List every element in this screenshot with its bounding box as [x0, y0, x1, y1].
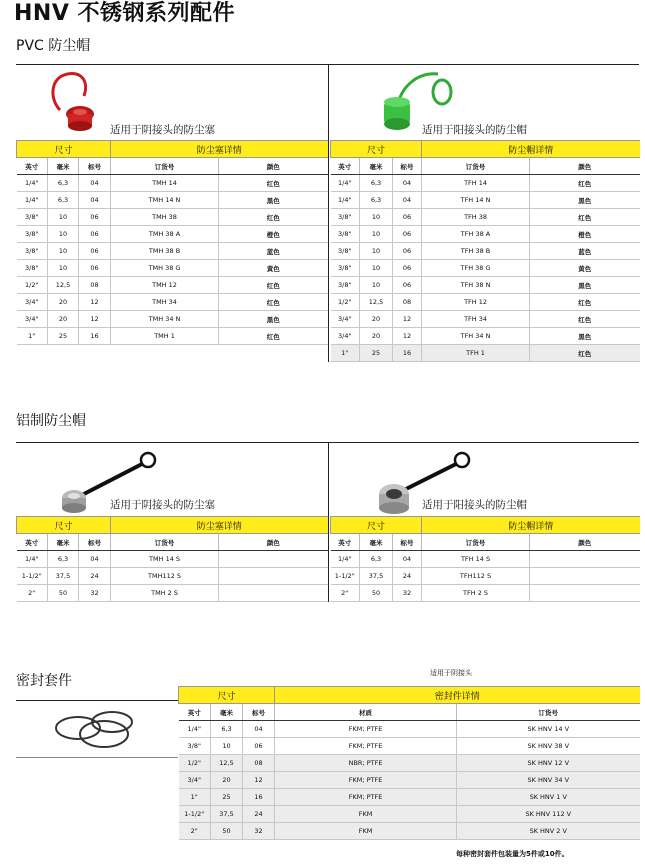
table-cell: TMH 34 N	[111, 311, 219, 328]
column-header: 标号	[243, 704, 275, 721]
table-cell: TMH 1	[111, 328, 219, 345]
table-row	[331, 568, 640, 585]
table-cell: 24	[393, 568, 422, 585]
column-header: 英寸	[17, 158, 48, 175]
table-cell: 1/2"	[331, 294, 360, 311]
red-dust-plug-image	[46, 70, 106, 134]
table-cell: 红色	[530, 345, 640, 362]
table-cell: 08	[243, 755, 275, 772]
table-cell: 黄色	[219, 260, 328, 277]
table-cell: 04	[393, 175, 422, 192]
table-row	[17, 585, 328, 602]
table-cell: 6,3	[360, 192, 393, 209]
table-cell: 3/8"	[17, 209, 48, 226]
table-cell: 6,3	[211, 721, 243, 738]
table-cell: 红色	[530, 294, 640, 311]
table-cell: 20	[211, 772, 243, 789]
table-cell: TFH 34 N	[422, 328, 530, 345]
table-cell: 37,5	[360, 568, 393, 585]
column-header: 订货号	[111, 158, 219, 175]
table-cell: 3/8"	[331, 209, 360, 226]
table-cell: 10	[48, 226, 79, 243]
table-cell: 32	[243, 823, 275, 840]
table-cell: 24	[79, 568, 111, 585]
table-cell: TFH112 S	[422, 568, 530, 585]
table-cell: FKM	[275, 823, 457, 840]
table-cell: SK HNV 34 V	[457, 772, 640, 789]
table-cell: TFH 38 G	[422, 260, 530, 277]
table-cell: TMH 12	[111, 277, 219, 294]
table-row	[179, 789, 640, 806]
column-header-row	[17, 158, 328, 175]
table-cell: TMH 38 A	[111, 226, 219, 243]
column-header: 材质	[275, 704, 457, 721]
group-header-detail: 防尘塞详情	[111, 141, 328, 158]
table-cell: 红色	[219, 294, 328, 311]
seal-applies-to: 适用于阴接头	[430, 669, 472, 677]
table-cell: 04	[243, 721, 275, 738]
table-cell: 1"	[331, 345, 360, 362]
seal-kit-table	[178, 686, 640, 840]
table-row	[331, 175, 640, 192]
table-cell: TFH 12	[422, 294, 530, 311]
column-header: 毫米	[48, 158, 79, 175]
pvc-right-table	[330, 140, 640, 362]
column-header: 标号	[79, 158, 111, 175]
group-header-row	[17, 517, 328, 534]
table-cell: SK HNV 14 V	[457, 721, 640, 738]
column-header: 毫米	[48, 534, 79, 551]
group-header-detail: 防尘帽详情	[422, 141, 640, 158]
table-cell: 1/4"	[179, 721, 211, 738]
table-cell: 12,5	[211, 755, 243, 772]
table-cell: 3/8"	[331, 243, 360, 260]
table-cell: FKM; PTFE	[275, 789, 457, 806]
table-cell: FKM	[275, 806, 457, 823]
column-header: 订货号	[457, 704, 640, 721]
group-header-row	[331, 517, 640, 534]
table-cell: 12	[393, 328, 422, 345]
column-header: 颜色	[219, 534, 328, 551]
table-row	[331, 294, 640, 311]
section-heading-aluminum: 铝制防尘帽	[16, 413, 86, 429]
group-header-detail: 防尘塞详情	[111, 517, 328, 534]
table-row	[17, 294, 328, 311]
table-cell: 25	[360, 345, 393, 362]
table-cell: 黑色	[530, 328, 640, 345]
seal-footnote: 每种密封套件包装量为5件或10件。	[456, 850, 569, 858]
table-cell: 红色	[530, 209, 640, 226]
column-header: 毫米	[360, 534, 393, 551]
table-cell: 3/8"	[179, 738, 211, 755]
table-row	[17, 192, 328, 209]
column-header: 颜色	[219, 158, 328, 175]
table-cell: 1/4"	[17, 551, 48, 568]
table-row	[17, 175, 328, 192]
table-cell: SK HNV 1 V	[457, 789, 640, 806]
table-cell: FKM; PTFE	[275, 772, 457, 789]
table-cell: 黑色	[219, 311, 328, 328]
table-row	[331, 551, 640, 568]
table-cell: 37,5	[211, 806, 243, 823]
table-cell: 10	[360, 226, 393, 243]
table-cell: SK HNV 112 V	[457, 806, 640, 823]
group-header-size: 尺寸	[17, 517, 111, 534]
table-cell: TMH 38	[111, 209, 219, 226]
table-cell: 3/4"	[331, 328, 360, 345]
table-cell: 1/2"	[179, 755, 211, 772]
table-cell: 1/4"	[17, 192, 48, 209]
table-cell: 12	[79, 294, 111, 311]
table-row	[331, 345, 640, 362]
seal-rings-image	[52, 706, 138, 754]
table-cell: 3/4"	[179, 772, 211, 789]
table-cell: 蓝色	[530, 243, 640, 260]
table-cell	[530, 568, 640, 585]
column-header-row	[331, 534, 640, 551]
table-cell: 橙色	[219, 226, 328, 243]
table-cell: 红色	[219, 175, 328, 192]
table-cell: 06	[393, 209, 422, 226]
table-cell: 06	[79, 226, 111, 243]
table-cell: 红色	[219, 277, 328, 294]
table-cell: 50	[48, 585, 79, 602]
table-cell: 04	[79, 192, 111, 209]
table-cell: 16	[79, 328, 111, 345]
table-cell: 24	[243, 806, 275, 823]
table-cell: TMH 14 S	[111, 551, 219, 568]
column-header: 英寸	[17, 534, 48, 551]
column-header: 标号	[393, 534, 422, 551]
column-header: 英寸	[331, 534, 360, 551]
table-cell: 1/4"	[17, 175, 48, 192]
column-header: 订货号	[422, 534, 530, 551]
table-cell: 1/4"	[331, 175, 360, 192]
table-cell: 25	[48, 328, 79, 345]
table-cell: 06	[79, 260, 111, 277]
table-cell: 37,5	[48, 568, 79, 585]
table-row	[331, 311, 640, 328]
group-header-row	[331, 141, 640, 158]
column-header: 英寸	[179, 704, 211, 721]
table-row	[17, 209, 328, 226]
table-row	[17, 328, 328, 345]
table-row	[179, 772, 640, 789]
group-header-size: 尺寸	[331, 517, 422, 534]
table-row	[179, 721, 640, 738]
table-cell: 1"	[17, 328, 48, 345]
table-cell: TMH 14 N	[111, 192, 219, 209]
table-cell: 3/4"	[17, 311, 48, 328]
table-cell: 10	[360, 260, 393, 277]
table-row	[331, 209, 640, 226]
table-cell: 16	[393, 345, 422, 362]
table-cell: 黑色	[530, 192, 640, 209]
table-cell: 红色	[530, 175, 640, 192]
table-cell	[219, 585, 328, 602]
table-cell: 04	[393, 192, 422, 209]
table-row	[331, 328, 640, 345]
alu-right-table	[330, 516, 640, 602]
table-cell: 1/4"	[331, 551, 360, 568]
table-cell: 06	[393, 226, 422, 243]
table-row	[331, 192, 640, 209]
table-cell: 32	[79, 585, 111, 602]
table-cell: 3/8"	[331, 277, 360, 294]
table-cell: 红色	[530, 311, 640, 328]
table-cell: 10	[360, 209, 393, 226]
table-cell: TFH 14 N	[422, 192, 530, 209]
table-row	[331, 277, 640, 294]
table-cell: 3/8"	[17, 226, 48, 243]
table-cell: 6,3	[48, 192, 79, 209]
section-heading-pvc: PVC 防尘帽	[16, 38, 91, 54]
table-cell: 06	[79, 243, 111, 260]
table-cell: TMH 38 G	[111, 260, 219, 277]
table-row	[17, 277, 328, 294]
column-header: 毫米	[211, 704, 243, 721]
table-cell: 04	[393, 551, 422, 568]
table-cell: 1-1/2"	[331, 568, 360, 585]
table-cell	[530, 585, 640, 602]
column-header: 订货号	[422, 158, 530, 175]
table-row	[17, 568, 328, 585]
group-header-detail: 密封件详情	[275, 687, 640, 704]
table-row	[179, 755, 640, 772]
table-cell: 黑色	[219, 192, 328, 209]
table-cell: TMH 34	[111, 294, 219, 311]
table-cell: SK HNV 38 V	[457, 738, 640, 755]
page-title: HNV 不锈钢系列配件	[14, 1, 236, 26]
table-cell: 6,3	[360, 551, 393, 568]
group-header-size: 尺寸	[331, 141, 422, 158]
group-header-size: 尺寸	[17, 141, 111, 158]
table-cell: 10	[48, 209, 79, 226]
table-row	[179, 738, 640, 755]
table-cell: 08	[79, 277, 111, 294]
table-cell: 20	[48, 311, 79, 328]
table-cell	[530, 551, 640, 568]
column-header: 订货号	[111, 534, 219, 551]
table-cell: 红色	[219, 209, 328, 226]
table-cell: 黑色	[530, 277, 640, 294]
table-row	[17, 551, 328, 568]
table-cell	[219, 568, 328, 585]
table-cell: 1/2"	[17, 277, 48, 294]
column-header-row	[179, 704, 640, 721]
group-header-size: 尺寸	[179, 687, 275, 704]
table-row	[179, 823, 640, 840]
column-header-row	[17, 534, 328, 551]
section-heading-seal-kit: 密封套件	[16, 673, 72, 689]
table-cell: TMH 2 S	[111, 585, 219, 602]
table-cell: 1"	[179, 789, 211, 806]
group-header-detail: 防尘帽详情	[422, 517, 640, 534]
table-cell: 3/8"	[331, 226, 360, 243]
pvc-right-caption: 适用于阳接头的防尘帽	[422, 124, 527, 136]
column-header: 标号	[79, 534, 111, 551]
table-cell: 06	[79, 209, 111, 226]
table-cell: 10	[48, 243, 79, 260]
table-cell: 12	[243, 772, 275, 789]
table-cell: 10	[360, 243, 393, 260]
table-cell: TMH 38 B	[111, 243, 219, 260]
table-cell: TFH 38 A	[422, 226, 530, 243]
table-cell: 25	[211, 789, 243, 806]
table-row	[179, 806, 640, 823]
table-cell: NBR; PTFE	[275, 755, 457, 772]
column-header: 毫米	[360, 158, 393, 175]
table-cell: 12	[79, 311, 111, 328]
table-cell: 3/4"	[331, 311, 360, 328]
table-cell: 6,3	[48, 175, 79, 192]
table-cell: 10	[48, 260, 79, 277]
table-cell: TFH 14	[422, 175, 530, 192]
table-cell: TFH 34	[422, 311, 530, 328]
table-row	[331, 260, 640, 277]
table-cell: 04	[79, 551, 111, 568]
table-cell: 2"	[17, 585, 48, 602]
table-cell: TFH 38	[422, 209, 530, 226]
pvc-left-table	[16, 140, 328, 345]
table-cell: 10	[360, 277, 393, 294]
table-row	[17, 260, 328, 277]
table-cell: 08	[393, 294, 422, 311]
table-cell: 3/4"	[17, 294, 48, 311]
table-cell: 10	[211, 738, 243, 755]
table-cell: 20	[360, 311, 393, 328]
table-cell: SK HNV 12 V	[457, 755, 640, 772]
table-cell: 黄色	[530, 260, 640, 277]
table-cell: TMH 14	[111, 175, 219, 192]
table-cell: 6,3	[48, 551, 79, 568]
table-cell: 04	[79, 175, 111, 192]
table-cell: 50	[211, 823, 243, 840]
column-header: 颜色	[530, 158, 640, 175]
alu-right-caption: 适用于阳接头的防尘帽	[422, 499, 527, 511]
table-cell: FKM; PTFE	[275, 721, 457, 738]
column-header: 颜色	[530, 534, 640, 551]
table-cell: 1-1/2"	[17, 568, 48, 585]
table-cell: 32	[393, 585, 422, 602]
table-cell: 20	[48, 294, 79, 311]
table-cell: FKM; PTFE	[275, 738, 457, 755]
table-cell: 3/8"	[17, 243, 48, 260]
table-cell: TFH 2 S	[422, 585, 530, 602]
group-header-row	[17, 141, 328, 158]
table-row	[331, 585, 640, 602]
table-row	[17, 226, 328, 243]
table-cell: 06	[393, 277, 422, 294]
table-cell: 3/8"	[331, 260, 360, 277]
table-row	[331, 226, 640, 243]
table-cell: 06	[393, 260, 422, 277]
table-cell: 蓝色	[219, 243, 328, 260]
table-cell: TFH 38 B	[422, 243, 530, 260]
table-cell: SK HNV 2 V	[457, 823, 640, 840]
column-header: 英寸	[331, 158, 360, 175]
table-row	[17, 243, 328, 260]
pvc-divider	[328, 64, 329, 362]
alu-left-table	[16, 516, 328, 602]
table-cell: TFH 38 N	[422, 277, 530, 294]
table-cell: 06	[243, 738, 275, 755]
pvc-left-caption: 适用于阴接头的防尘塞	[110, 124, 215, 136]
seal-left-rule-top	[16, 700, 178, 701]
table-row	[17, 311, 328, 328]
table-cell: 12,5	[48, 277, 79, 294]
table-cell: 12	[393, 311, 422, 328]
table-cell: 06	[393, 243, 422, 260]
table-cell: 16	[243, 789, 275, 806]
table-cell	[219, 551, 328, 568]
seal-left-rule-bottom	[16, 757, 178, 758]
column-header: 标号	[393, 158, 422, 175]
table-cell: TMH112 S	[111, 568, 219, 585]
alu-left-caption: 适用于阴接头的防尘塞	[110, 499, 215, 511]
table-cell: 6,3	[360, 175, 393, 192]
table-row	[331, 243, 640, 260]
column-header-row	[331, 158, 640, 175]
table-cell: 2"	[331, 585, 360, 602]
table-cell: TFH 14 S	[422, 551, 530, 568]
table-cell: 1-1/2"	[179, 806, 211, 823]
alu-divider	[328, 442, 329, 602]
table-cell: 橙色	[530, 226, 640, 243]
table-cell: 3/8"	[17, 260, 48, 277]
table-cell: 2"	[179, 823, 211, 840]
table-cell: 红色	[219, 328, 328, 345]
table-cell: 50	[360, 585, 393, 602]
table-cell: TFH 1	[422, 345, 530, 362]
table-cell: 20	[360, 328, 393, 345]
group-header-row	[179, 687, 640, 704]
table-cell: 12,5	[360, 294, 393, 311]
table-cell: 1/4"	[331, 192, 360, 209]
